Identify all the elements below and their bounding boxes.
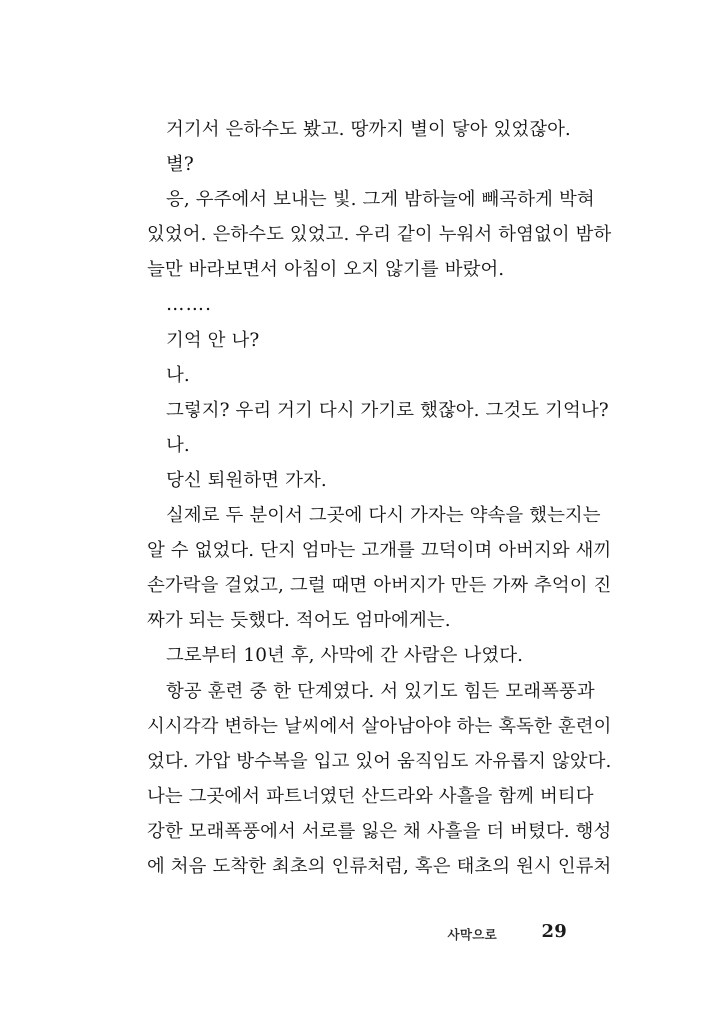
text-line: 강한 모래폭풍에서 서로를 잃은 채 사흘을 더 버텼다. 행성	[147, 820, 612, 842]
running-head: 사막으로	[447, 927, 497, 942]
text-line: …….	[166, 294, 213, 316]
text-line: 실제로 두 분이서 그곳에 다시 가자는 약속을 했는지는	[166, 505, 601, 527]
text-line: 짜가 되는 듯했다. 적어도 엄마에게는.	[147, 610, 451, 632]
text-line: 에 처음 도착한 최초의 인류처럼, 혹은 태초의 원시 인류처	[147, 855, 612, 877]
text-line: 항공 훈련 중 한 단계였다. 서 있기도 힘든 모래폭풍과	[166, 680, 595, 702]
text-line: 그렇지? 우리 거기 다시 가기로 했잖아. 그것도 기억나?	[166, 399, 609, 421]
text-line: 기억 안 나?	[166, 329, 260, 351]
text-line: 별?	[166, 154, 194, 176]
text-line: 거기서 은하수도 봤고. 땅까지 별이 닿아 있었잖아.	[166, 119, 571, 140]
page-footer	[147, 921, 567, 951]
page-number: 29	[541, 921, 567, 942]
text-line: 있었어. 은하수도 있었고. 우리 같이 누워서 하염없이 밤하	[147, 224, 612, 246]
text-line: 그로부터 10년 후, 사막에 간 사람은 나였다.	[166, 645, 524, 667]
page-text-block	[147, 112, 612, 884]
text-line: 당신 퇴원하면 가자.	[166, 469, 327, 491]
text-line: 늘만 바라보면서 아침이 오지 않기를 바랐어.	[147, 259, 505, 281]
text-line: 시시각각 변하는 날씨에서 살아남아야 하는 혹독한 훈련이	[147, 715, 612, 737]
text-line: 나.	[166, 434, 190, 456]
text-line: 나.	[166, 364, 190, 386]
text-line: 손가락을 걸었고, 그럴 때면 아버지가 만든 가짜 추억이 진	[147, 575, 612, 597]
text-line: 응, 우주에서 보내는 빛. 그게 밤하늘에 빼곡하게 박혀	[166, 189, 595, 211]
text-line: 나는 그곳에서 파트너였던 산드라와 사흘을 함께 버티다	[147, 785, 594, 807]
text-line: 었다. 가압 방수복을 입고 있어 움직임도 자유롭지 않았다.	[147, 750, 612, 772]
text-line: 알 수 없었다. 단지 엄마는 고개를 끄덕이며 아버지와 새끼	[147, 540, 612, 562]
